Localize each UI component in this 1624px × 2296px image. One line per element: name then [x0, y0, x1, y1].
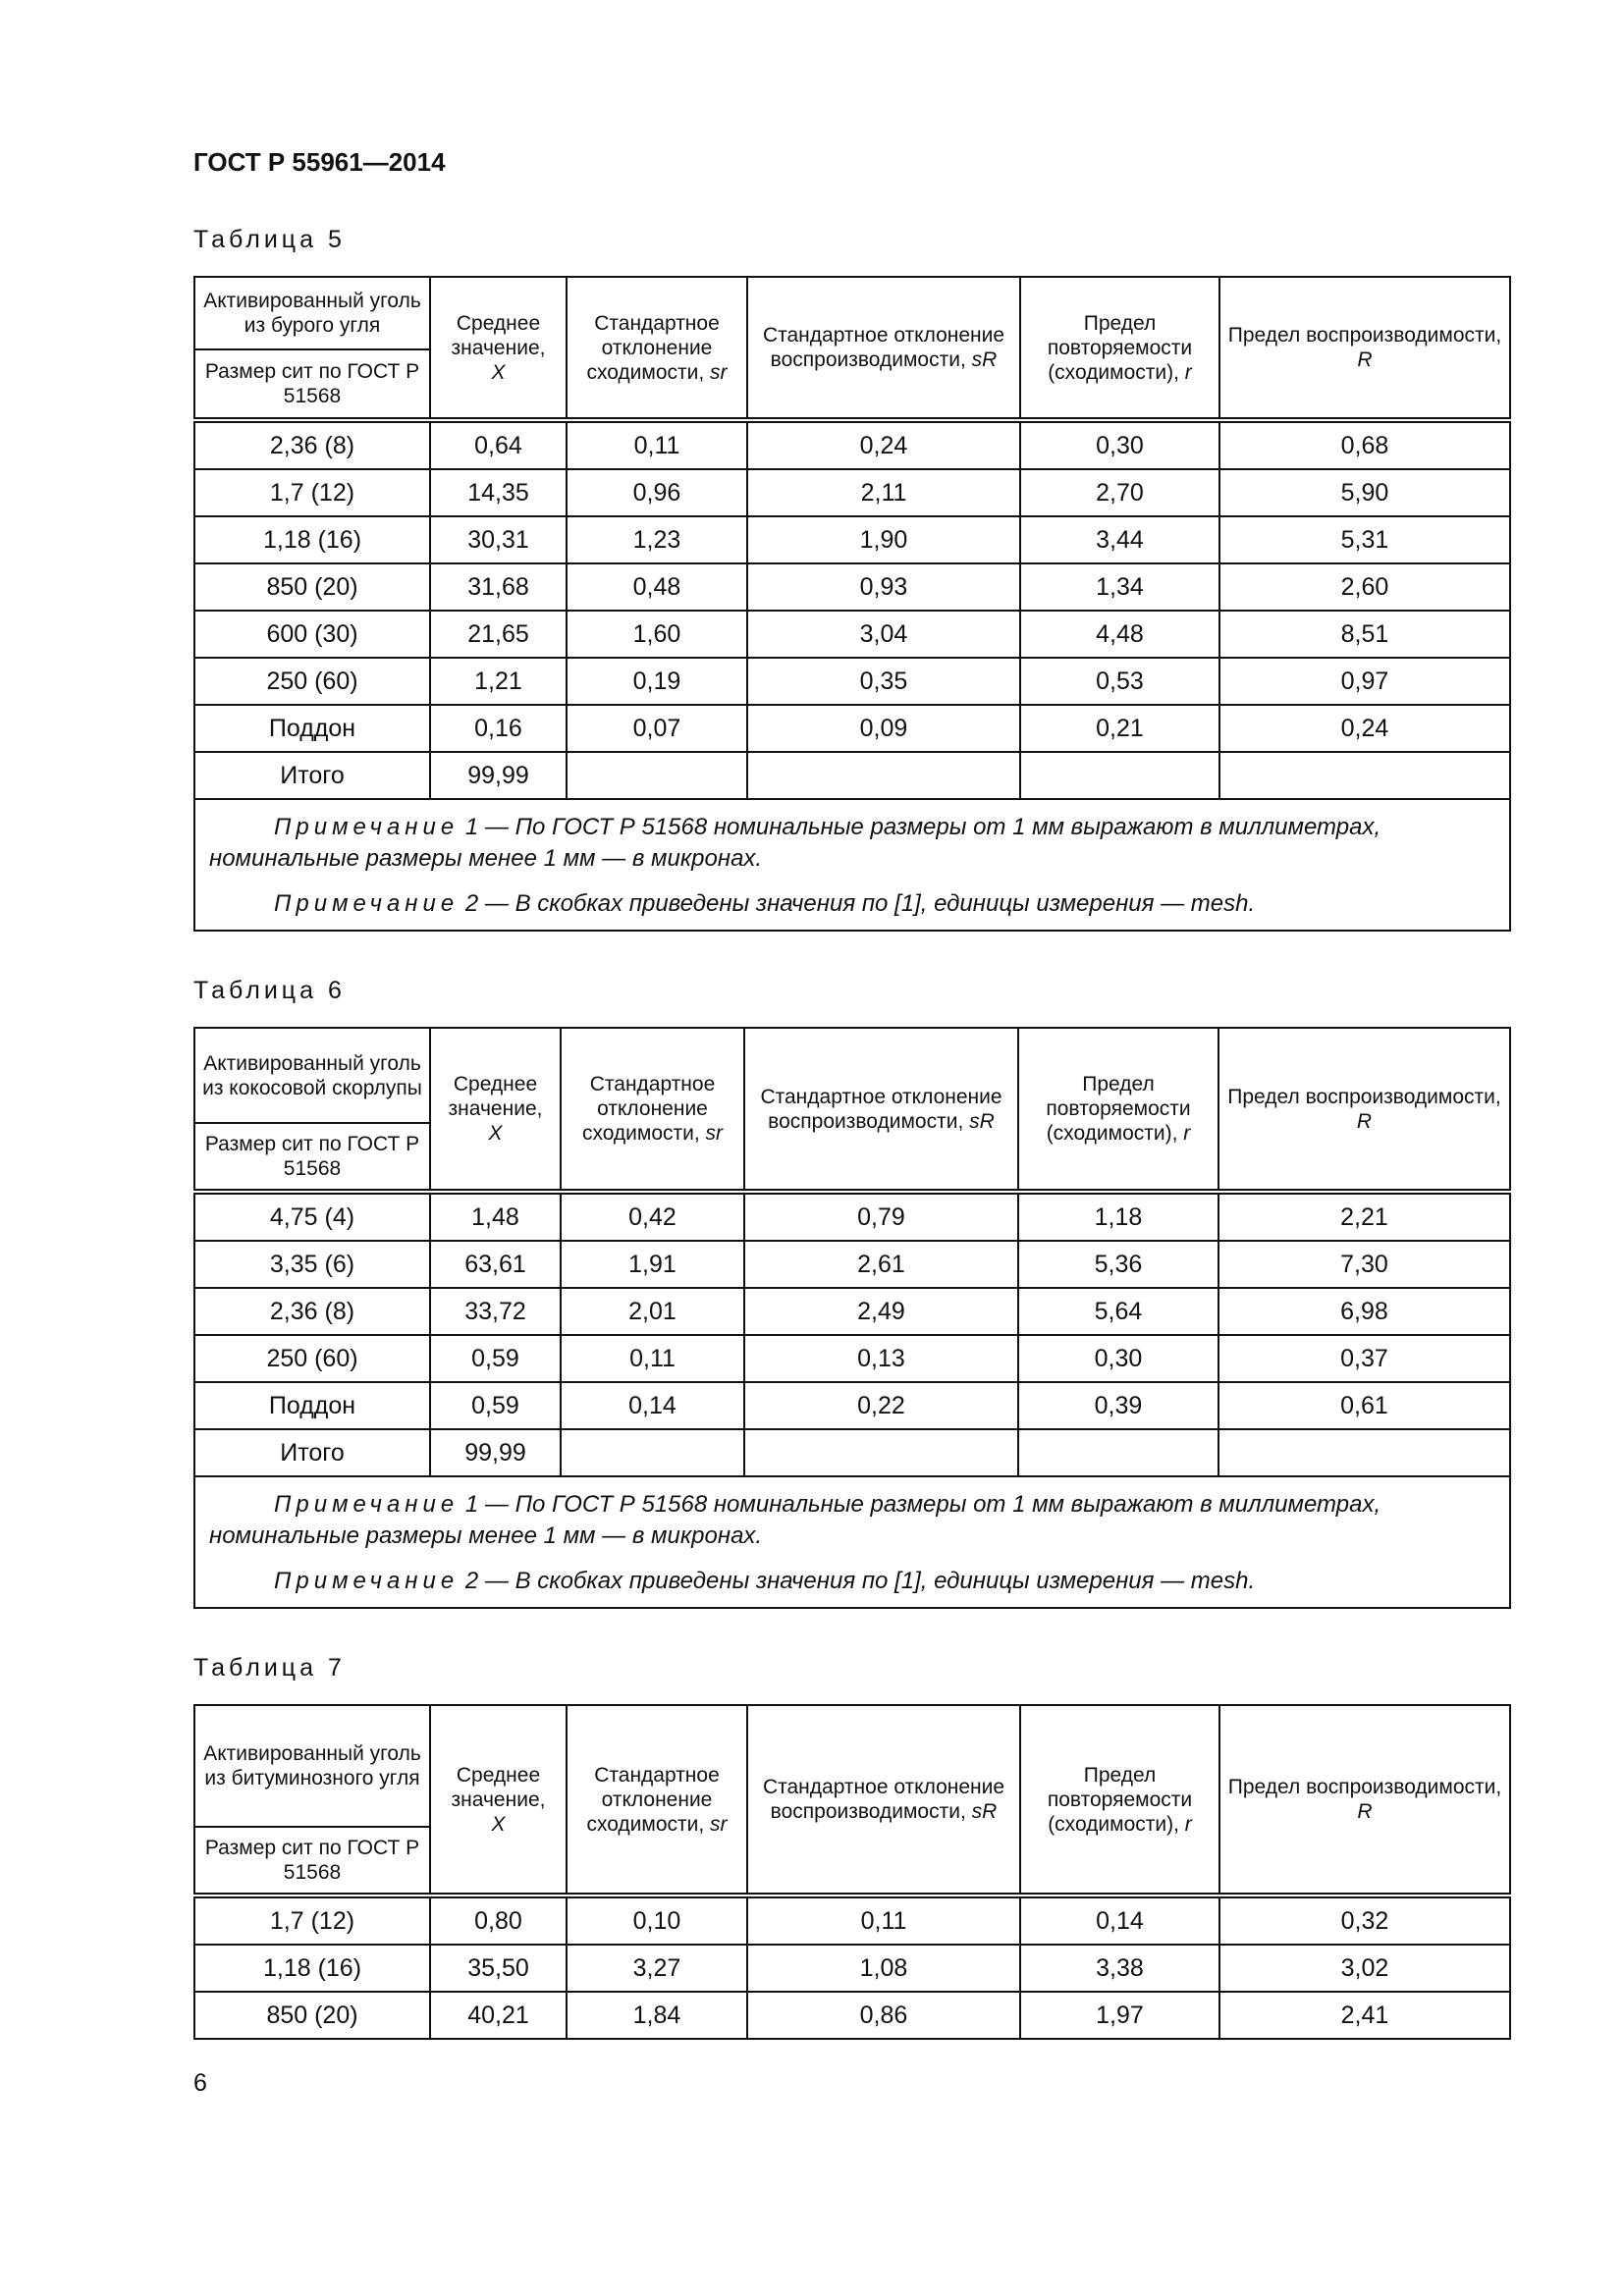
table-notes: [194, 799, 1510, 931]
size-header: Размер сит по ГОСТ Р 51568: [194, 349, 430, 420]
table-cell: 5,90: [1219, 469, 1510, 516]
table-cell: 0,53: [1020, 658, 1219, 705]
table-cell: 99,99: [430, 1429, 561, 1476]
sr-header: Стандартное отклонение сходимости, sr: [567, 1705, 747, 1896]
document-header: ГОСТ Р 55961—2014: [193, 147, 446, 177]
table-cell: 1,48: [430, 1192, 561, 1241]
mean-header: Среднее значение, X: [430, 1705, 567, 1896]
material-header: Активированный уголь из бурого угля: [194, 277, 430, 349]
table-cell: 1,91: [561, 1241, 744, 1288]
table-cell: 33,72: [430, 1288, 561, 1335]
R-header: Предел воспроизводимости, R: [1218, 1028, 1510, 1192]
table-cell: 0,11: [567, 420, 747, 469]
table-row: [194, 705, 1510, 752]
table-cell: 3,38: [1020, 1945, 1219, 1992]
table-cell: [747, 752, 1020, 799]
table-cell: 2,36 (8): [194, 420, 430, 469]
table-cell: 0,79: [744, 1192, 1018, 1241]
table-cell: 0,14: [561, 1382, 744, 1429]
table-cell: [1018, 1429, 1218, 1476]
table-cell: 850 (20): [194, 563, 430, 611]
r-header: Предел повторяемости (сходимости), r: [1018, 1028, 1218, 1192]
notes-row: [194, 799, 1510, 931]
sr-header: Стандартное отклонение сходимости, sr: [567, 277, 747, 420]
table-cell: 0,30: [1018, 1335, 1218, 1382]
r-header: Предел повторяемости (сходимости), r: [1020, 277, 1219, 420]
table-cell: 30,31: [430, 516, 567, 563]
table-cell: 0,09: [747, 705, 1020, 752]
table-cell: 3,04: [747, 611, 1020, 658]
table-cell: 5,31: [1219, 516, 1510, 563]
total-row: [194, 1429, 1510, 1476]
table-cell: 1,60: [567, 611, 747, 658]
table-cell: 0,30: [1020, 420, 1219, 469]
table-cell: 3,27: [567, 1945, 747, 1992]
table-cell: 0,59: [430, 1335, 561, 1382]
table-cell: Итого: [194, 1429, 430, 1476]
material-header: Активированный уголь из кокосовой скорлупы: [194, 1028, 430, 1123]
table-cell: 2,41: [1219, 1992, 1510, 2039]
table-7-caption: Таблица 7: [193, 1654, 346, 1682]
table-row: [194, 658, 1510, 705]
size-header: Размер сит по ГОСТ Р 51568: [194, 1123, 430, 1192]
material-header: Активированный уголь из битуминозного угля: [194, 1705, 430, 1827]
table-cell: Поддон: [194, 705, 430, 752]
table-cell: 8,51: [1219, 611, 1510, 658]
table-row: [194, 1192, 1510, 1241]
table-cell: 250 (60): [194, 1335, 430, 1382]
table-cell: 0,24: [747, 420, 1020, 469]
table-cell: 1,7 (12): [194, 1896, 430, 1945]
table-cell: 63,61: [430, 1241, 561, 1288]
table-6-caption: Таблица 6: [193, 977, 346, 1004]
table-cell: 2,21: [1218, 1192, 1510, 1241]
table-row: [194, 1896, 1510, 1945]
table-row: [194, 1241, 1510, 1288]
total-row: [194, 752, 1510, 799]
table-cell: 2,60: [1219, 563, 1510, 611]
table-cell: 0,21: [1020, 705, 1219, 752]
notes-row: [194, 1476, 1510, 1608]
mean-header: Среднее значение, X: [430, 1028, 561, 1192]
table-cell: 0,37: [1218, 1335, 1510, 1382]
R-header: Предел воспроизводимости, R: [1219, 277, 1510, 420]
table-cell: 0,80: [430, 1896, 567, 1945]
table-cell: 0,19: [567, 658, 747, 705]
table-cell: 1,08: [747, 1945, 1020, 1992]
table-cell: 250 (60): [194, 658, 430, 705]
table-cell: 0,93: [747, 563, 1020, 611]
table-cell: 0,14: [1020, 1896, 1219, 1945]
table-cell: 0,61: [1218, 1382, 1510, 1429]
table-row: [194, 516, 1510, 563]
table-cell: 1,23: [567, 516, 747, 563]
sR-header: Стандартное отклонение воспроизводимости, sR: [744, 1028, 1018, 1192]
table-cell: [1020, 752, 1219, 799]
table-cell: 0,11: [561, 1335, 744, 1382]
table-6: [193, 1027, 1511, 1609]
table-cell: 0,48: [567, 563, 747, 611]
note-2: Примечание 2 — В скобках приведены значения по [1], единицы измерения — mesh.: [274, 1568, 1256, 1594]
table-cell: 1,97: [1020, 1992, 1219, 2039]
table-cell: 0,68: [1219, 420, 1510, 469]
table-cell: Итого: [194, 752, 430, 799]
table-row: [194, 563, 1510, 611]
table-cell: Поддон: [194, 1382, 430, 1429]
table-cell: 0,97: [1219, 658, 1510, 705]
note-2: Примечание 2 — В скобках приведены значения по [1], единицы измерения — mesh.: [274, 890, 1256, 917]
table-cell: 4,48: [1020, 611, 1219, 658]
table-cell: 21,65: [430, 611, 567, 658]
r-header: Предел повторяемости (сходимости), r: [1020, 1705, 1219, 1896]
table-5: [193, 276, 1511, 932]
table-cell: 0,42: [561, 1192, 744, 1241]
table-cell: 0,22: [744, 1382, 1018, 1429]
table-cell: 1,84: [567, 1992, 747, 2039]
note-1: Примечание 1 — По ГОСТ Р 51568 номинальные размеры от 1 мм выражают в миллиметрах, номинальные размеры менее 1 мм — в микронах.: [209, 1491, 1381, 1549]
page-number: 6: [193, 2069, 207, 2097]
table-cell: 1,7 (12): [194, 469, 430, 516]
table-cell: 2,11: [747, 469, 1020, 516]
table-row: [194, 1945, 1510, 1992]
table-cell: 5,36: [1018, 1241, 1218, 1288]
table-cell: 0,35: [747, 658, 1020, 705]
table-cell: [1218, 1429, 1510, 1476]
table-row: [194, 469, 1510, 516]
table-cell: 3,02: [1219, 1945, 1510, 1992]
table-cell: 35,50: [430, 1945, 567, 1992]
size-header: Размер сит по ГОСТ Р 51568: [194, 1827, 430, 1896]
table-cell: [567, 752, 747, 799]
table-cell: 0,10: [567, 1896, 747, 1945]
table-cell: 7,30: [1218, 1241, 1510, 1288]
sR-header: Стандартное отклонение воспроизводимости, sR: [747, 277, 1020, 420]
table-cell: 1,90: [747, 516, 1020, 563]
table-cell: 2,49: [744, 1288, 1018, 1335]
table-row: [194, 420, 1510, 469]
table-cell: [744, 1429, 1018, 1476]
table-row: [194, 1992, 1510, 2039]
table-cell: 2,01: [561, 1288, 744, 1335]
sr-header: Стандартное отклонение сходимости, sr: [561, 1028, 744, 1192]
table-cell: 0,24: [1219, 705, 1510, 752]
table-row: [194, 1382, 1510, 1429]
table-row: [194, 611, 1510, 658]
table-cell: 0,32: [1219, 1896, 1510, 1945]
table-cell: 1,34: [1020, 563, 1219, 611]
table-cell: 4,75 (4): [194, 1192, 430, 1241]
mean-header: Среднее значение, X: [430, 277, 567, 420]
table-cell: 600 (30): [194, 611, 430, 658]
table-cell: 0,86: [747, 1992, 1020, 2039]
table-cell: 2,70: [1020, 469, 1219, 516]
sR-header: Стандартное отклонение воспроизводимости, sR: [747, 1705, 1020, 1896]
table-cell: 1,18 (16): [194, 516, 430, 563]
table-cell: 1,21: [430, 658, 567, 705]
R-header: Предел воспроизводимости, R: [1219, 1705, 1510, 1896]
table-cell: 2,61: [744, 1241, 1018, 1288]
table-cell: [561, 1429, 744, 1476]
table-cell: [1219, 752, 1510, 799]
table-7: [193, 1704, 1511, 2040]
table-cell: 0,96: [567, 469, 747, 516]
table-notes: [194, 1476, 1510, 1608]
table-cell: 1,18 (16): [194, 1945, 430, 1992]
table-cell: 0,11: [747, 1896, 1020, 1945]
table-cell: 99,99: [430, 752, 567, 799]
table-cell: 0,16: [430, 705, 567, 752]
table-cell: 2,36 (8): [194, 1288, 430, 1335]
table-cell: 3,35 (6): [194, 1241, 430, 1288]
table-row: [194, 1335, 1510, 1382]
table-cell: 0,07: [567, 705, 747, 752]
table-cell: 5,64: [1018, 1288, 1218, 1335]
note-1: Примечание 1 — По ГОСТ Р 51568 номинальные размеры от 1 мм выражают в миллиметрах, номинальные размеры менее 1 мм — в микронах.: [209, 814, 1381, 872]
table-cell: 0,13: [744, 1335, 1018, 1382]
table-cell: 0,59: [430, 1382, 561, 1429]
table-cell: 14,35: [430, 469, 567, 516]
table-cell: 31,68: [430, 563, 567, 611]
table-5-caption: Таблица 5: [193, 226, 346, 253]
table-cell: 6,98: [1218, 1288, 1510, 1335]
table-cell: 3,44: [1020, 516, 1219, 563]
table-cell: 0,39: [1018, 1382, 1218, 1429]
table-row: [194, 1288, 1510, 1335]
table-cell: 40,21: [430, 1992, 567, 2039]
table-cell: 1,18: [1018, 1192, 1218, 1241]
table-cell: 0,64: [430, 420, 567, 469]
table-cell: 850 (20): [194, 1992, 430, 2039]
